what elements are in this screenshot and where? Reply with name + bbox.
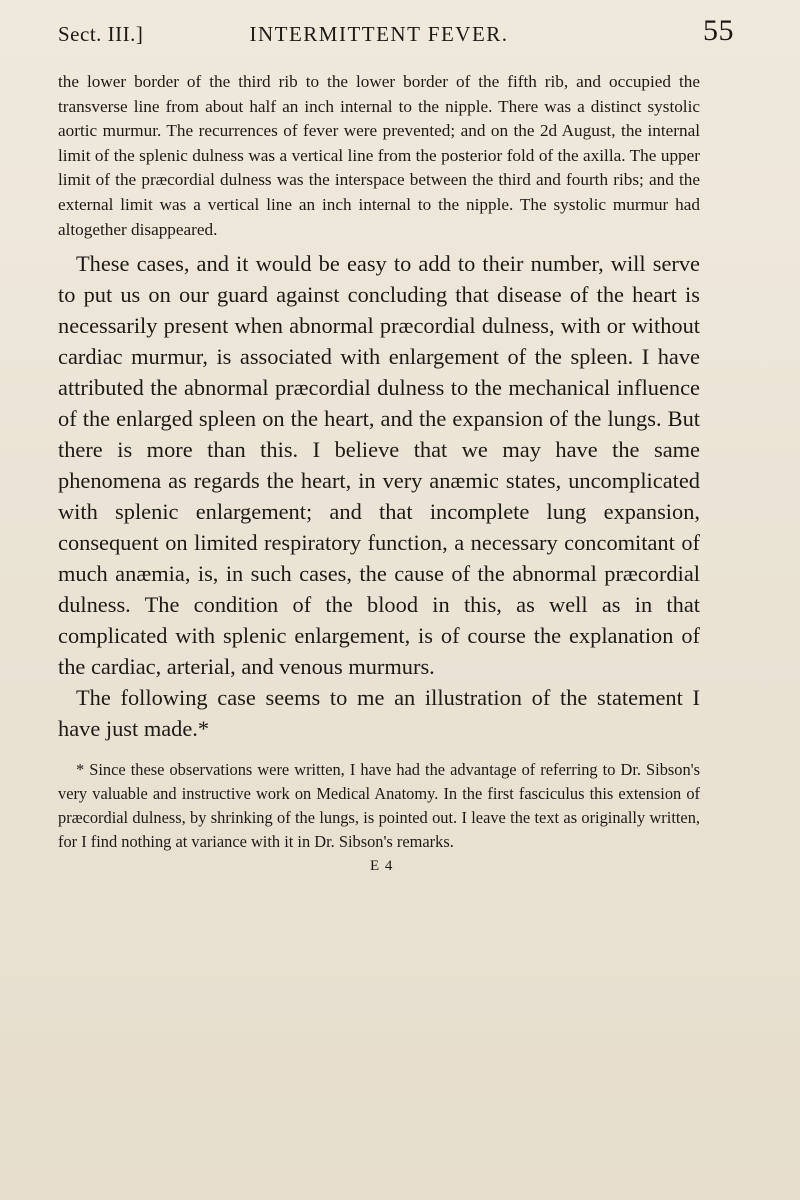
page-number: 55 — [703, 14, 734, 47]
continued-paragraph: the lower border of the third rib to the lower border of the fifth rib, and occupied the transverse line from about half an inch internal to the nipple. There was a distinct systolic aortic murmur. The recurrences of fever were prevented; and on the 2d August, the internal limit of the splenic dulness was a vertical line from the posterior fold of the axilla. The upper limit of the præcordial dulness was the interspace between the third and fourth ribs; and the external limit was a vertical line an inch internal to the nipple. The systolic murmur had altogether disappeared. — [58, 72, 700, 239]
signature-mark: E 4 — [370, 858, 394, 875]
footnote: * Since these observations were written, I have had the advantage of referring to Dr. Sibson's very valuable and instructive work on Medical Anatomy. In the first fasciculus this extension of præcordial dulness, by shrinking of the lungs, is pointed out. I leave the text as originally written, for I find nothing at variance with it in Dr. Sibson's remarks. — [58, 760, 700, 852]
running-title: INTERMITTENT FEVER. — [249, 22, 509, 46]
main-paragraph: These cases, and it would be easy to add to their number, will serve to put us on our guard against concluding that disease of the heart is necessarily present when abnormal præcordial dulness, with or without cardiac murmur, is associated with enlargement of the spleen. I have attributed the abnormal præcordial dulness to the mechanical influence of the enlarged spleen on the heart, and the expansion of the lungs. But there is more than this. I believe that we may have the same phenomena as regards the heart, in very anæmic states, uncomplicated with splenic enlargement; and that incomplete lung expansion, consequent on limited respiratory function, a necessary concomitant of much anæmia, is, in such cases, the cause of the abnormal præcordial dulness. The condition of the blood in this, as well as in that complicated with splenic enlargement, is of course the explanation of the cardiac, arterial, and venous murmurs. — [58, 251, 700, 680]
section-label: Sect. III.] — [58, 22, 144, 46]
page-content — [58, 70, 700, 875]
running-header — [58, 14, 734, 54]
transition-paragraph: The following case seems to me an illustration of the statement I have just made.* — [58, 685, 700, 742]
